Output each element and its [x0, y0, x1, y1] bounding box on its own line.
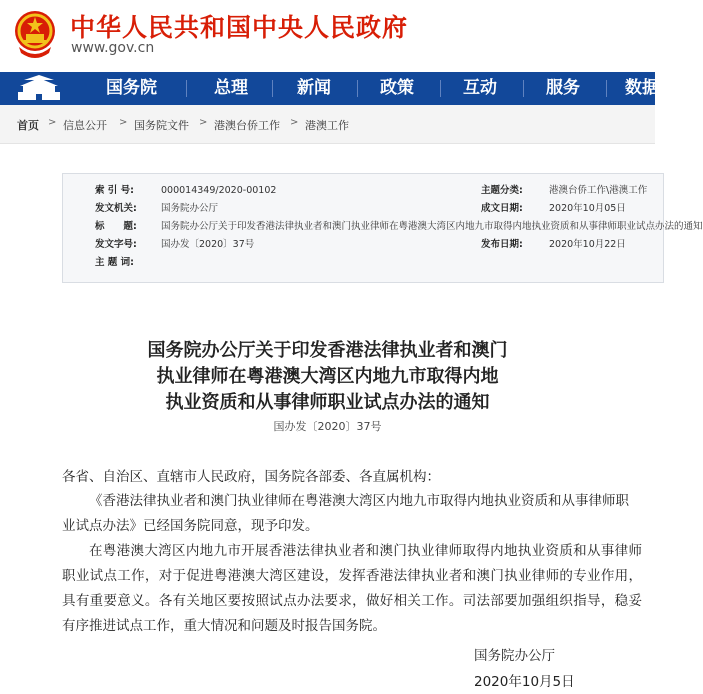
meta-label: 发布日期: — [481, 239, 523, 250]
breadcrumb-home[interactable]: 首页 — [17, 119, 39, 132]
meta-row-keywords — [63, 254, 663, 272]
nav-item-policy[interactable]: 政策 — [380, 78, 414, 98]
breadcrumb-state-council-docs[interactable]: 国务院文件 — [134, 119, 189, 132]
meta-title-value: 国务院办公厅关于印发香港法律执业者和澳门执业律师在粤港澳大湾区内地九市取得内地执业资质和从事律师职业试点办法的通知 — [161, 221, 703, 232]
meta-row-docno — [63, 236, 663, 254]
nav-divider — [440, 80, 441, 97]
article-title-line-3: 执业资质和从事律师职业试点办法的通知 — [165, 392, 490, 413]
meta-label: 索 引 号: — [95, 185, 134, 196]
meta-row-index — [63, 182, 663, 200]
article-sign-date: 2020年10月5日 — [474, 674, 575, 690]
meta-category-value[interactable]: 港澳台侨工作\港澳工作 — [549, 185, 648, 196]
meta-row-title — [63, 218, 703, 236]
article-signature: 国务院办公厅 — [474, 648, 555, 664]
nav-item-service[interactable]: 服务 — [546, 78, 580, 98]
article-paragraph: 在粤港澳大湾区内地九市开展香港法律执业者和澳门执业律师取得内地执业资质和从事律师职业试点工作，对于促进粤港澳大湾区建设，发挥香港法律执业者和澳门执业律师的专业作用，具有重要意义。各有关地区要按照试点办法要求，做好相关工作。司法部要加强组织指导，稳妥有序推进试点工作，重大情况和问题及时报告国务院。 — [62, 543, 642, 634]
article-addressee: 各省、自治区、直辖市人民政府，国务院各部委、各直属机构： — [62, 469, 440, 485]
breadcrumb-info-public[interactable]: 信息公开 — [63, 119, 107, 132]
document-meta-table — [62, 173, 703, 283]
site-header — [0, 0, 655, 72]
nav-item-interaction[interactable]: 互动 — [463, 78, 497, 98]
meta-row-issuer — [63, 200, 663, 218]
meta-publish-date-value: 2020年10月22日 — [549, 239, 626, 250]
nav-item-news[interactable]: 新闻 — [297, 78, 331, 98]
meta-index-value: 000014349/2020-00102 — [161, 185, 277, 196]
nav-item-state-council[interactable]: 国务院 — [106, 78, 157, 98]
nav-divider — [186, 80, 187, 97]
meta-label: 主题分类: — [481, 185, 523, 196]
article-doc-number: 国办发〔2020〕37号 — [273, 420, 382, 433]
main-nav — [0, 72, 659, 105]
breadcrumb-chevron-icon: > — [199, 117, 208, 128]
article-paragraph: 《香港法律执业者和澳门执业律师在粤港澳大湾区内地九市取得内地执业资质和从事律师职业试点办法》已经国务院同意，现予印发。 — [62, 493, 629, 534]
nav-item-data[interactable]: 数据 — [625, 78, 659, 98]
breadcrumb-hk-macao-taiwan[interactable]: 港澳台侨工作 — [214, 119, 280, 132]
nav-divider — [272, 80, 273, 97]
article-title-line-2: 执业律师在粤港澳大湾区内地九市取得内地 — [156, 366, 499, 387]
meta-written-date-value: 2020年10月05日 — [549, 203, 626, 214]
meta-docno-value: 国办发〔2020〕37号 — [161, 239, 255, 250]
breadcrumb-hk-macao[interactable]: 港澳工作 — [305, 119, 349, 132]
breadcrumb — [0, 105, 655, 144]
nav-divider — [523, 80, 524, 97]
breadcrumb-chevron-icon: > — [290, 117, 299, 128]
breadcrumb-chevron-icon: > — [119, 117, 128, 128]
tiananmen-icon[interactable] — [14, 74, 64, 102]
nav-divider — [357, 80, 358, 97]
meta-label: 主 题 词: — [95, 257, 134, 268]
meta-label: 标 题: — [95, 221, 137, 232]
site-url[interactable]: www.gov.cn — [71, 40, 155, 56]
meta-label: 成文日期: — [481, 203, 523, 214]
national-emblem-icon[interactable] — [13, 9, 57, 61]
meta-issuer-value: 国务院办公厅 — [161, 203, 219, 214]
breadcrumb-chevron-icon: > — [48, 117, 57, 128]
site-title[interactable]: 中华人民共和国中央人民政府 — [70, 13, 409, 42]
nav-divider — [606, 80, 607, 97]
meta-label: 发文机关: — [95, 203, 137, 214]
article-title-line-1: 国务院办公厅关于印发香港法律执业者和澳门 — [147, 340, 508, 361]
nav-item-premier[interactable]: 总理 — [214, 78, 248, 98]
meta-label: 发文字号: — [95, 239, 137, 250]
